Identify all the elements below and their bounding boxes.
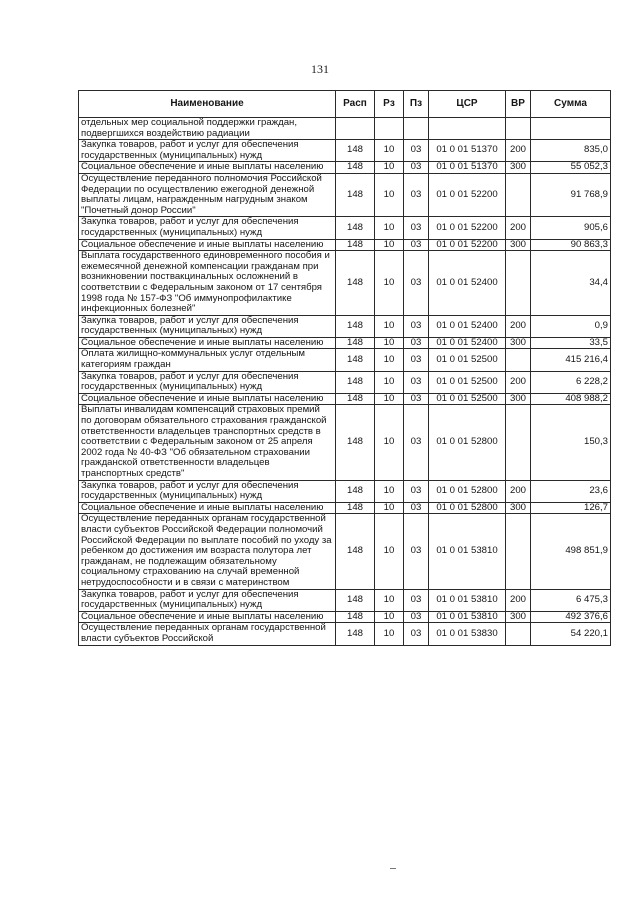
cell-name: Социальное обеспечение и иные выплаты населению <box>79 502 336 514</box>
cell-pz: 03 <box>404 173 429 216</box>
cell-rz: 10 <box>375 217 404 239</box>
cell-rasp: 148 <box>336 140 375 162</box>
cell-pz: 03 <box>404 140 429 162</box>
cell-rasp <box>336 118 375 140</box>
cell-vr: 200 <box>506 217 531 239</box>
cell-csr: 01 0 01 52500 <box>429 393 506 405</box>
cell-name: Осуществление переданных органам государственной власти субъектов Российской Федерации полномочий Российской Федерации по выплате пособий по уходу за ребенком до достижения им возраста полутора лет гражданам, не подлежащим обязательному социальному страхованию на случай временной нетрудоспособности и в связи с материнством <box>79 514 336 589</box>
cell-csr: 01 0 01 52200 <box>429 173 506 216</box>
cell-csr: 01 0 01 52400 <box>429 337 506 349</box>
cell-name: Выплата государственного единовременного пособия и ежемесячной денежной компенсации гражданам при возникновении поствакцинальных осложнений в соответствии с Федеральным законом от 17 сентября 1998 года № 157-ФЗ "Об иммунопрофилактике инфекционных болезней" <box>79 251 336 316</box>
cell-pz: 03 <box>404 405 429 480</box>
cell-rz <box>375 118 404 140</box>
cell-vr <box>506 623 531 645</box>
budget-table <box>78 90 611 646</box>
cell-sum: 6 475,3 <box>531 589 611 611</box>
cell-rasp: 148 <box>336 239 375 251</box>
cell-csr: 01 0 01 52800 <box>429 405 506 480</box>
cell-rasp: 148 <box>336 502 375 514</box>
cell-rasp: 148 <box>336 371 375 393</box>
cell-sum: 34,4 <box>531 251 611 316</box>
table-row <box>79 239 611 251</box>
cell-vr: 300 <box>506 502 531 514</box>
cell-vr <box>506 349 531 371</box>
cell-pz: 03 <box>404 315 429 337</box>
header-csr: ЦСР <box>429 91 506 118</box>
cell-csr: 01 0 01 52500 <box>429 371 506 393</box>
cell-rz: 10 <box>375 371 404 393</box>
cell-name: Закупка товаров, работ и услуг для обеспечения государственных (муниципальных) нужд <box>79 371 336 393</box>
header-sum: Сумма <box>531 91 611 118</box>
cell-name: Выплаты инвалидам компенсаций страховых премий по договорам обязательного страхования гражданской ответственности владельцев транспортных средств в соответствии с Федеральным законом от 25 апреля 2002 года № 40-ФЗ "Об обязательном страховании гражданской ответственности владельцев транспортных средств" <box>79 405 336 480</box>
table-row <box>79 217 611 239</box>
cell-vr: 200 <box>506 140 531 162</box>
cell-name: Осуществление переданного полномочия Российской Федерации по осуществлению ежегодной денежной выплаты лицам, награжденным нагрудным знаком "Почетный донор России" <box>79 173 336 216</box>
table-row <box>79 623 611 645</box>
cell-sum: 415 216,4 <box>531 349 611 371</box>
header-row <box>79 91 611 118</box>
cell-rz: 10 <box>375 611 404 623</box>
table-row <box>79 405 611 480</box>
cell-rz: 10 <box>375 502 404 514</box>
cell-pz: 03 <box>404 162 429 174</box>
table-row <box>79 251 611 316</box>
cell-sum: 498 851,9 <box>531 514 611 589</box>
header-vr: ВР <box>506 91 531 118</box>
table-row <box>79 140 611 162</box>
cell-name: Социальное обеспечение и иные выплаты населению <box>79 162 336 174</box>
cell-rasp: 148 <box>336 349 375 371</box>
cell-sum: 23,6 <box>531 480 611 502</box>
cell-csr: 01 0 01 53830 <box>429 623 506 645</box>
cell-pz: 03 <box>404 239 429 251</box>
cell-pz <box>404 118 429 140</box>
cell-csr <box>429 118 506 140</box>
cell-rasp: 148 <box>336 405 375 480</box>
cell-rz: 10 <box>375 162 404 174</box>
cell-vr <box>506 405 531 480</box>
cell-pz: 03 <box>404 623 429 645</box>
cell-vr <box>506 173 531 216</box>
cell-name: Социальное обеспечение и иные выплаты населению <box>79 239 336 251</box>
cell-rasp: 148 <box>336 217 375 239</box>
table-row <box>79 162 611 174</box>
cell-csr: 01 0 01 52200 <box>429 217 506 239</box>
cell-vr: 200 <box>506 480 531 502</box>
cell-rasp: 148 <box>336 393 375 405</box>
table-row <box>79 337 611 349</box>
cell-vr: 200 <box>506 589 531 611</box>
cell-rasp: 148 <box>336 162 375 174</box>
cell-csr: 01 0 01 53810 <box>429 611 506 623</box>
cell-sum: 54 220,1 <box>531 623 611 645</box>
cell-csr: 01 0 01 52800 <box>429 502 506 514</box>
cell-csr: 01 0 01 52500 <box>429 349 506 371</box>
cell-csr: 01 0 01 52400 <box>429 315 506 337</box>
cell-vr <box>506 251 531 316</box>
cell-sum: 0,9 <box>531 315 611 337</box>
cell-name: Социальное обеспечение и иные выплаты населению <box>79 393 336 405</box>
cell-name: Закупка товаров, работ и услуг для обеспечения государственных (муниципальных) нужд <box>79 589 336 611</box>
cell-pz: 03 <box>404 217 429 239</box>
cell-csr: 01 0 01 53810 <box>429 514 506 589</box>
cell-csr: 01 0 01 52400 <box>429 251 506 316</box>
page-foot-mark <box>390 868 396 869</box>
cell-vr: 200 <box>506 371 531 393</box>
table-row <box>79 173 611 216</box>
cell-pz: 03 <box>404 349 429 371</box>
cell-pz: 03 <box>404 502 429 514</box>
cell-sum: 905,6 <box>531 217 611 239</box>
cell-rz: 10 <box>375 514 404 589</box>
cell-sum: 33,5 <box>531 337 611 349</box>
header-rasp: Расп <box>336 91 375 118</box>
cell-name: Осуществление переданных органам государственной власти субъектов Российской <box>79 623 336 645</box>
cell-rz: 10 <box>375 349 404 371</box>
cell-vr: 200 <box>506 315 531 337</box>
table-row <box>79 349 611 371</box>
table-body <box>79 118 611 646</box>
cell-vr: 300 <box>506 393 531 405</box>
table-row <box>79 514 611 589</box>
cell-rz: 10 <box>375 589 404 611</box>
cell-pz: 03 <box>404 514 429 589</box>
cell-sum: 90 863,3 <box>531 239 611 251</box>
cell-sum: 492 376,6 <box>531 611 611 623</box>
cell-name: Закупка товаров, работ и услуг для обеспечения государственных (муниципальных) нужд <box>79 217 336 239</box>
cell-rasp: 148 <box>336 480 375 502</box>
cell-vr: 300 <box>506 337 531 349</box>
cell-sum: 6 228,2 <box>531 371 611 393</box>
header-rz: Рз <box>375 91 404 118</box>
table-row <box>79 118 611 140</box>
cell-rz: 10 <box>375 393 404 405</box>
cell-vr: 300 <box>506 162 531 174</box>
cell-rz: 10 <box>375 623 404 645</box>
cell-rz: 10 <box>375 140 404 162</box>
cell-name: Закупка товаров, работ и услуг для обеспечения государственных (муниципальных) нужд <box>79 480 336 502</box>
cell-vr <box>506 514 531 589</box>
table-row <box>79 502 611 514</box>
cell-sum <box>531 118 611 140</box>
header-name: Наименование <box>79 91 336 118</box>
cell-rz: 10 <box>375 315 404 337</box>
cell-rz: 10 <box>375 405 404 480</box>
cell-rasp: 148 <box>336 315 375 337</box>
cell-sum: 408 988,2 <box>531 393 611 405</box>
cell-rasp: 148 <box>336 514 375 589</box>
page-number: 131 <box>311 62 329 76</box>
cell-sum: 126,7 <box>531 502 611 514</box>
cell-rz: 10 <box>375 480 404 502</box>
cell-vr: 300 <box>506 239 531 251</box>
cell-sum: 55 052,3 <box>531 162 611 174</box>
cell-pz: 03 <box>404 480 429 502</box>
cell-csr: 01 0 01 51370 <box>429 162 506 174</box>
cell-pz: 03 <box>404 393 429 405</box>
cell-rz: 10 <box>375 173 404 216</box>
table-row <box>79 371 611 393</box>
cell-vr <box>506 118 531 140</box>
cell-rz: 10 <box>375 337 404 349</box>
cell-rasp: 148 <box>336 611 375 623</box>
cell-sum: 150,3 <box>531 405 611 480</box>
cell-name: Социальное обеспечение и иные выплаты населению <box>79 337 336 349</box>
cell-name: отдельных мер социальной поддержки граждан, подвергшихся воздействию радиации <box>79 118 336 140</box>
cell-pz: 03 <box>404 611 429 623</box>
cell-rasp: 148 <box>336 337 375 349</box>
cell-csr: 01 0 01 52200 <box>429 239 506 251</box>
cell-rz: 10 <box>375 239 404 251</box>
cell-sum: 91 768,9 <box>531 173 611 216</box>
cell-pz: 03 <box>404 251 429 316</box>
cell-name: Социальное обеспечение и иные выплаты населению <box>79 611 336 623</box>
table-header <box>79 91 611 118</box>
cell-csr: 01 0 01 53810 <box>429 589 506 611</box>
cell-vr: 300 <box>506 611 531 623</box>
cell-rasp: 148 <box>336 251 375 316</box>
cell-pz: 03 <box>404 337 429 349</box>
cell-csr: 01 0 01 52800 <box>429 480 506 502</box>
header-pz: Пз <box>404 91 429 118</box>
cell-sum: 835,0 <box>531 140 611 162</box>
cell-rz: 10 <box>375 251 404 316</box>
cell-rasp: 148 <box>336 173 375 216</box>
cell-name: Закупка товаров, работ и услуг для обеспечения государственных (муниципальных) нужд <box>79 140 336 162</box>
table-row <box>79 315 611 337</box>
cell-rasp: 148 <box>336 623 375 645</box>
cell-pz: 03 <box>404 589 429 611</box>
cell-name: Закупка товаров, работ и услуг для обеспечения государственных (муниципальных) нужд <box>79 315 336 337</box>
cell-csr: 01 0 01 51370 <box>429 140 506 162</box>
table-row <box>79 589 611 611</box>
cell-rasp: 148 <box>336 589 375 611</box>
cell-name: Оплата жилищно-коммунальных услуг отдельным категориям граждан <box>79 349 336 371</box>
cell-pz: 03 <box>404 371 429 393</box>
table-row <box>79 611 611 623</box>
table-row <box>79 393 611 405</box>
table-row <box>79 480 611 502</box>
